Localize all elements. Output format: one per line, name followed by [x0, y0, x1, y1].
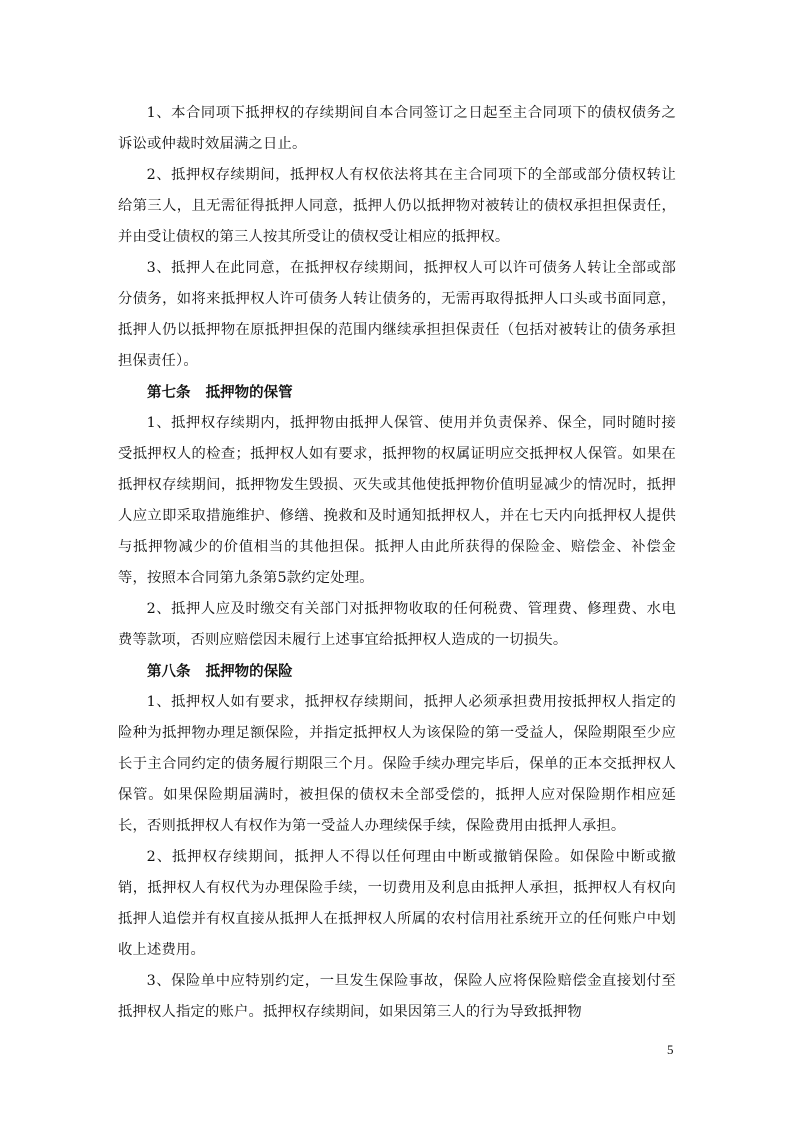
- clause-paragraph: 2、抵押权存续期间，抵押人不得以任何理由中断或撤销保险。如保险中断或撤销，抵押权人有权代为办理保险手续，一切费用及利息由抵押人承担，抵押权人有权向抵押人追偿并有权直接从抵押人在抵押权人所属的农村信用社系统开立的任何账户中划收上述费用。: [118, 849, 676, 958]
- clause-paragraph: 2、抵押权存续期间，抵押权人有权依法将其在主合同项下的全部或部分债权转让给第三人，且无需征得抵押人同意，抵押人仍以抵押物对被转让的债权承担担保责任，并由受让债权的第三人按其所受让的债权受让相应的抵押权。: [118, 167, 676, 245]
- clause-paragraph: 1、抵押权人如有要求，抵押权存续期间，抵押人必须承担费用按抵押权人指定的险种为抵押物办理足额保险，并指定抵押权人为该保险的第一受益人，保险期限至少应长于主合同约定的债务履行期限三个月。保险手续办理完毕后，保单的正本交抵押权人保管。如果保险期届满时，被担保的债权未全部受偿的，抵押人应对保险期作相应延长，否则抵押权人有权作为第一受益人办理续保手续，保险费用由抵押人承担。: [118, 694, 676, 834]
- clause-paragraph: 1、本合同项下抵押权的存续期间自本合同签订之日起至主合同项下的债权债务之诉讼或仲裁时效届满之日止。: [118, 105, 676, 152]
- document-body: [118, 98, 676, 1028]
- page-number: 5: [667, 1042, 674, 1057]
- clause-paragraph: 2、抵押人应及时缴交有关部门对抵押物收取的任何税费、管理费、修理费、水电费等款项，否则应赔偿因未履行上述事宜给抵押权人造成的一切损失。: [118, 601, 676, 648]
- clause-paragraph: 1、抵押权存续期内，抵押物由抵押人保管、使用并负责保养、保全，同时随时接受抵押权人的检查；抵押权人如有要求，抵押物的权属证明应交抵押权人保管。如果在抵押权存续期间，抵押物发生毁损、灭失或其他使抵押物价值明显减少的情况时，抵押人应立即采取措施维护、修缮、挽救和及时通知抵押权人，并在七天内向抵押权人提供与抵押物减少的价值相当的其他担保。抵押人由此所获得的保险金、赔偿金、补偿金等，按照本合同第九条第5款约定处理。: [118, 415, 676, 586]
- clause-paragraph: 3、保险单中应特别约定，一旦发生保险事故，保险人应将保险赔偿金直接划付至抵押权人指定的账户。抵押权存续期间，如果因第三人的行为导致抵押物: [118, 973, 676, 1020]
- clause-paragraph: 3、抵押人在此同意，在抵押权存续期间，抵押权人可以许可债务人转让全部或部分债务，如将来抵押权人许可债务人转让债务的，无需再取得抵押人口头或书面同意，抵押人仍以抵押物在原抵押担保的范围内继续承担担保责任（包括对被转让的债务承担担保责任）。: [118, 260, 676, 369]
- article-7-heading: 第七条 抵押物的保管: [147, 384, 293, 401]
- article-8-heading: 第八条 抵押物的保险: [147, 663, 293, 680]
